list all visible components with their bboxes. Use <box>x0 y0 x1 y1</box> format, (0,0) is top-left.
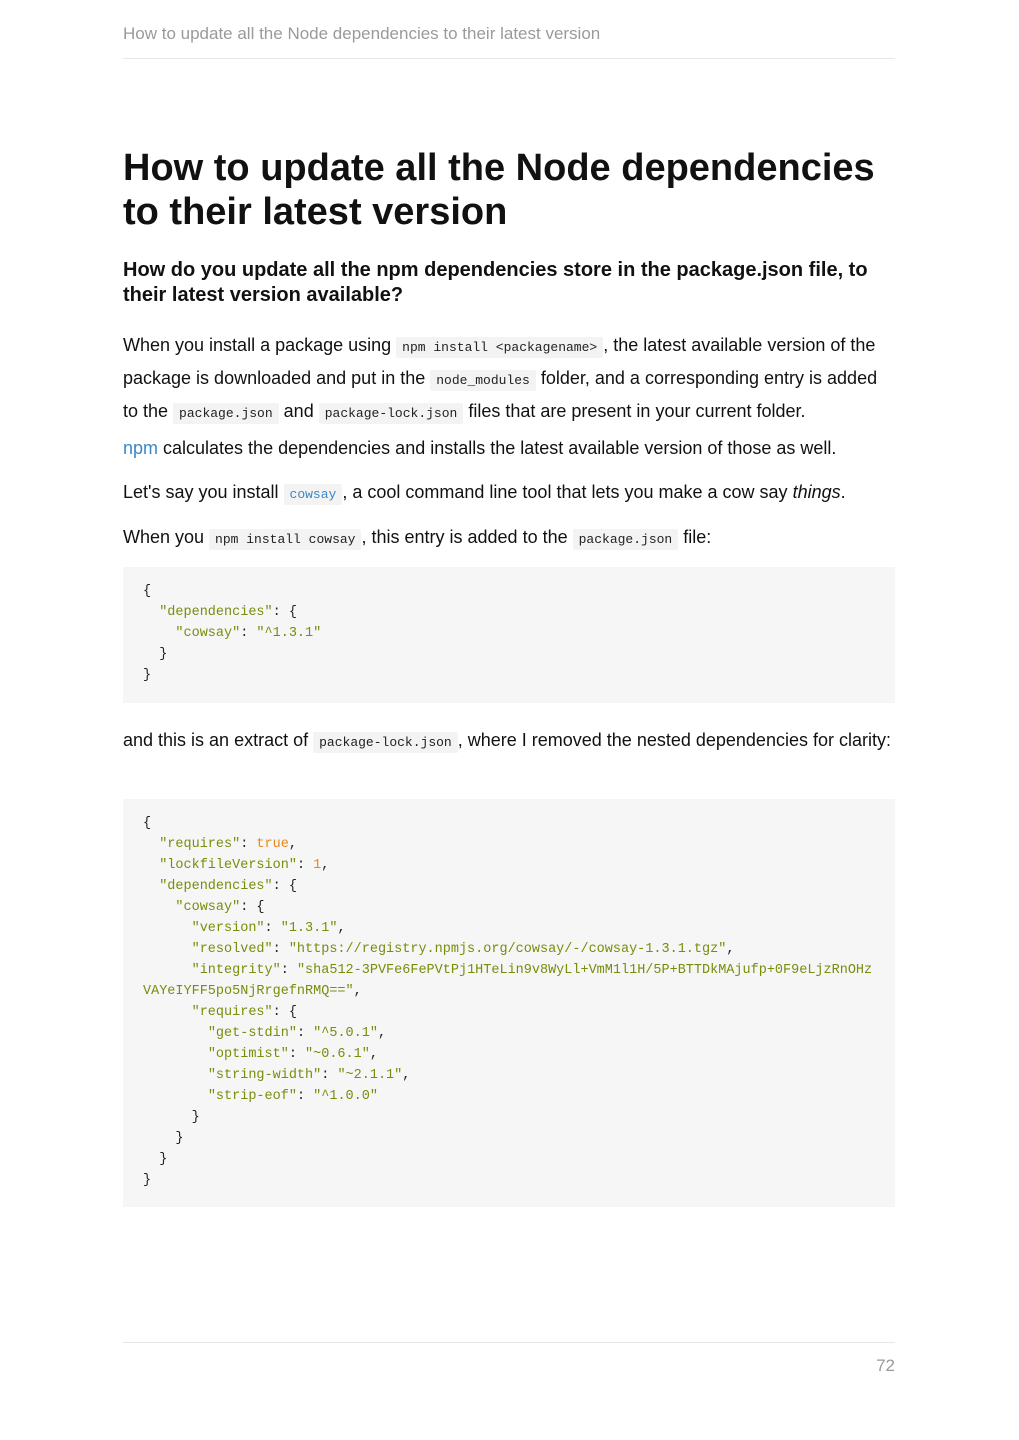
inline-code: node_modules <box>430 370 536 391</box>
npm-link[interactable]: npm <box>123 438 159 458</box>
page-title: How to update all the Node dependencies to their latest version <box>123 147 875 233</box>
paragraph-1: When you install a package using npm install <packagename> , the latest available version of the package is downloaded and put in the node_modules folder, and a corresponding entry is added to the package.json and package-lock.json files that are present in your current folder. <box>123 330 895 429</box>
code-block-package-lock: { "requires": true, "lockfileVersion": 1, "dependencies": { "cowsay": { "version": "1.3.1", "resolved": "https://registry.npmjs.org/cowsay/-/cowsay-1.3.1.tgz", "integrity": "sha512-3PVFe6FePVtPj1HTeLin9v8WyLl+VmM1l1H/5P+BTTDkMAjufp+0F9eLjzRnOHz VAYeIYFF5po5NjRrgefnRMQ==", "requires": { "get-stdin": "^5.0.1", "optimist": "~0.6.1", "string-width": "~2.1.1", "strip-eof": "^1.0.0" } } } } <box>123 799 895 1207</box>
inline-code: package-lock.json <box>313 732 458 753</box>
page-subtitle: How do you update all the npm dependencies store in the package.json file, to their latest version available? <box>123 259 868 306</box>
cowsay-link[interactable]: cowsay <box>284 484 343 505</box>
page-number: 72 <box>876 1356 895 1375</box>
running-header: How to update all the Node dependencies to their latest version <box>123 24 895 59</box>
paragraph-3: Let's say you install cowsay , a cool command line tool that lets you make a cow say things. <box>123 477 895 510</box>
inline-code: package.json <box>573 529 679 550</box>
paragraph-4: When you npm install cowsay , this entry is added to the package.json file: <box>123 522 895 555</box>
code-block-package-json: { "dependencies": { "cowsay": "^1.3.1" } } <box>123 567 895 703</box>
paragraph-5: and this is an extract of package-lock.json , where I removed the nested dependencies for clarity: <box>123 725 895 758</box>
paragraph-2: npm calculates the dependencies and installs the latest available version of those as well. <box>123 438 837 458</box>
footer-divider <box>123 1342 895 1343</box>
inline-code: package.json <box>173 403 279 424</box>
inline-code: npm install <packagename> <box>396 337 603 358</box>
inline-code: npm install cowsay <box>209 529 361 550</box>
inline-code: package-lock.json <box>319 403 464 424</box>
